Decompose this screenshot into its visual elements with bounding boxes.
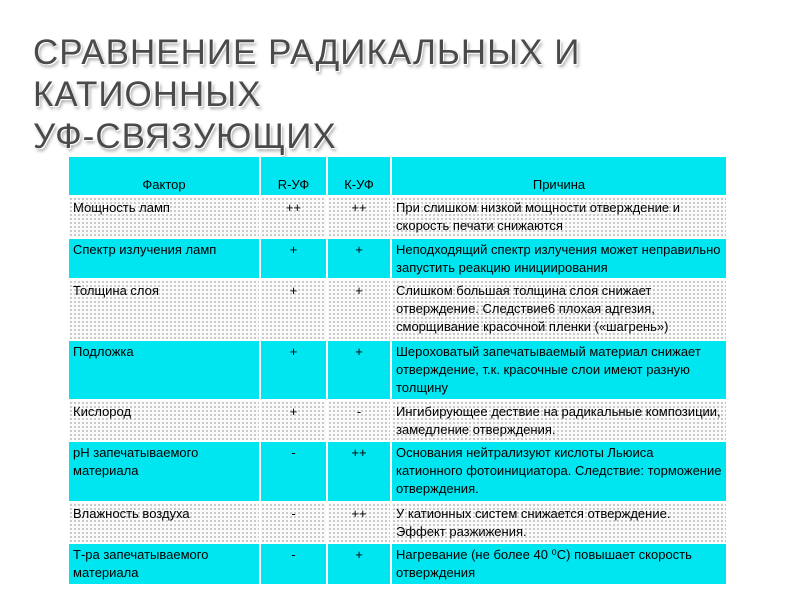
cell-k-uv: + — [328, 239, 390, 279]
cell-r-uv: + — [261, 280, 326, 338]
cell-reason: У катионных систем снижается отверждение. Эффект разжижения. — [392, 503, 726, 543]
table-row — [69, 503, 726, 543]
cell-k-uv: ++ — [328, 503, 390, 543]
cell-k-uv: + — [328, 341, 390, 399]
cell-factor: Толщина слоя — [69, 280, 259, 338]
table-row — [69, 197, 726, 237]
cell-k-uv: + — [328, 280, 390, 338]
cell-reason: Ингибирующее дествие на радикальные композиции, замедление отверждения. — [392, 401, 726, 441]
slide-title-line-2: УФ-СВЯЗУЮЩИХ — [33, 117, 337, 156]
cell-reason: Слишком большая толщина слоя снижает отверждение. Следствие6 плохая адгезия, сморщивание красочной пленки («шагрень») — [392, 280, 726, 338]
cell-r-uv: - — [261, 442, 326, 500]
cell-factor: Подложка — [69, 341, 259, 399]
cell-reason: Шероховатый запечатываемый материал снижает отверждение, т.к. красочные слои имеют разную толщину — [392, 341, 726, 399]
table-row — [69, 280, 726, 338]
cell-r-uv: - — [261, 544, 326, 584]
cell-factor: Влажность воздуха — [69, 503, 259, 543]
slide-title-line-1: СРАВНЕНИЕ РАДИКАЛЬНЫХ И КАТИОННЫХ — [33, 33, 581, 114]
cell-reason: Основания нейтрализуют кислоты Льюиса катионного фотоинициатора. Следствие: торможение отверждения. — [392, 442, 726, 500]
cell-factor: Спектр излучения ламп — [69, 239, 259, 279]
cell-factor: pH запечатываемого материала — [69, 442, 259, 500]
cell-r-uv: + — [261, 341, 326, 399]
table-row — [69, 401, 726, 441]
cell-k-uv: ++ — [328, 442, 390, 500]
cell-r-uv: ++ — [261, 197, 326, 237]
header-k-uv: К-УФ — [328, 157, 390, 195]
table-row — [69, 544, 726, 584]
cell-r-uv: - — [261, 503, 326, 543]
cell-k-uv: - — [328, 401, 390, 441]
slide-title — [33, 32, 773, 158]
table-row — [69, 341, 726, 399]
header-r-uv: R-УФ — [261, 157, 326, 195]
cell-factor: Т-ра запечатываемого материала — [69, 544, 259, 584]
header-factor: Фактор — [69, 157, 259, 195]
cell-reason: При слишком низкой мощности отверждение и скорость печати снижаются — [392, 197, 726, 237]
cell-reason: Нагревание (не более 40 ⁰С) повышает скорость отверждения — [392, 544, 726, 584]
comparison-table-container — [67, 155, 726, 586]
header-reason: Причина — [392, 157, 726, 195]
cell-factor: Мощность ламп — [69, 197, 259, 237]
comparison-table — [67, 155, 728, 586]
cell-r-uv: + — [261, 401, 326, 441]
cell-k-uv: + — [328, 544, 390, 584]
cell-reason: Неподходящий спектр излучения может неправильно запустить реакцию инициирования — [392, 239, 726, 279]
table-row — [69, 239, 726, 279]
cell-factor: Кислород — [69, 401, 259, 441]
table-row — [69, 442, 726, 500]
table-header-row — [69, 157, 726, 195]
cell-k-uv: ++ — [328, 197, 390, 237]
cell-r-uv: + — [261, 239, 326, 279]
